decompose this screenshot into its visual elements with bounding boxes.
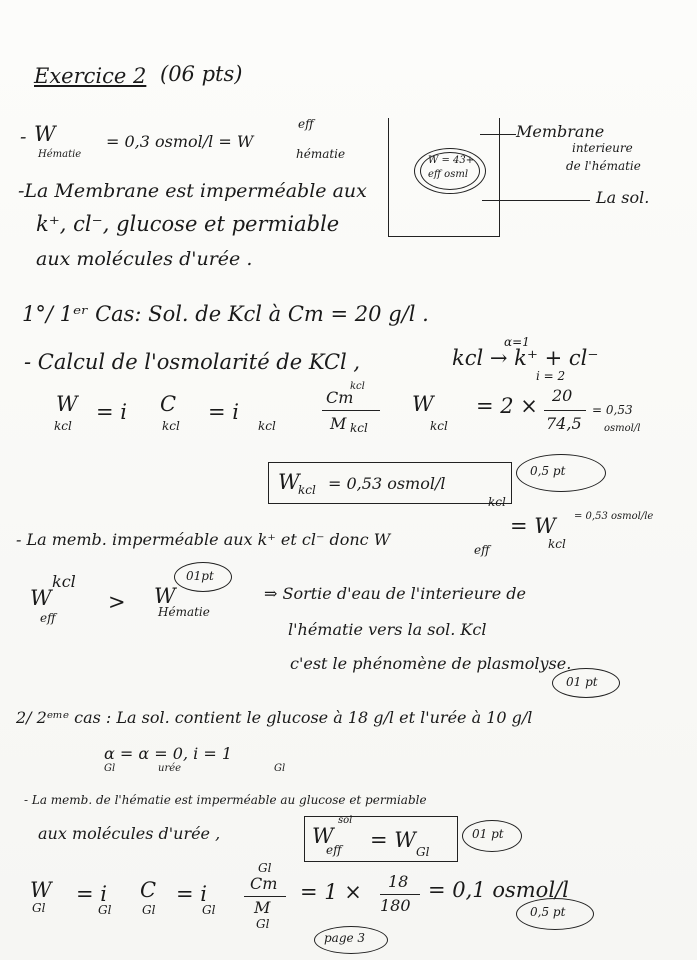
f2-den: 180 xyxy=(380,896,411,915)
intro-w-sub: Hématie xyxy=(38,149,82,160)
intro-line4: aux molécules d'urée . xyxy=(36,248,253,270)
exercise-points: (06 pts) xyxy=(160,62,243,86)
f1-frac-bar2 xyxy=(544,410,586,411)
cell-label-2: eff osml xyxy=(428,169,469,180)
f1-c-sub: kcl xyxy=(162,419,180,433)
f1-i-sub: kcl xyxy=(258,419,276,433)
exercise-title: Exercice 2 xyxy=(34,64,147,88)
page-number: page 3 xyxy=(324,931,366,945)
f1-eq1: = i xyxy=(96,400,127,424)
points-d: 01 pt xyxy=(472,827,504,841)
f2-cm-sup: Gl xyxy=(258,861,272,875)
f2-c: C xyxy=(140,878,157,902)
f2-w: W xyxy=(30,878,52,902)
points-e: 0,5 pt xyxy=(530,905,566,919)
label-membrane: Membrane xyxy=(516,122,605,141)
case2-alpha: α = α = 0, i = 1 xyxy=(104,744,232,763)
case1-alpha: α=1 xyxy=(504,335,530,349)
f2-c-sub: Gl xyxy=(142,903,156,917)
f1-eq3: = 2 × xyxy=(476,394,538,418)
case1-memb-sup: kcl xyxy=(488,495,506,509)
arrow-sol xyxy=(482,200,590,201)
case1-memb-sub: eff xyxy=(474,543,490,557)
intro-line2: -La Membrane est imperméable aux xyxy=(18,180,367,202)
points-c: 01 pt xyxy=(566,675,598,689)
f2-cm: Cm xyxy=(250,874,278,893)
f2-i-sub: Gl xyxy=(98,903,112,917)
f1-w2-sub: kcl xyxy=(430,419,448,433)
box-w-sub: kcl xyxy=(298,483,316,497)
label-hematie: de l'hématie xyxy=(566,159,641,173)
f1-cm-sup: kcl xyxy=(350,381,365,392)
f1-w: W xyxy=(56,392,78,416)
f2-num: 18 xyxy=(388,872,409,891)
f1-c: C xyxy=(160,392,177,416)
case1-dissoc: kcl → k⁺ + cl⁻ xyxy=(452,346,599,370)
comp-sub2: Hématie xyxy=(158,605,210,619)
f1-den: 74,5 xyxy=(546,414,582,433)
f1-result: = 0,53 xyxy=(592,403,633,417)
f2-M-sub: Gl xyxy=(256,917,270,931)
intro-hematie-sub: hématie xyxy=(296,147,346,161)
case1-memb: - La memb. imperméable aux k⁺ et cl⁻ donc W xyxy=(16,530,391,549)
case1-calc: - Calcul de l'osmolarité de KCl , xyxy=(24,350,361,374)
intro-line3: k⁺, cl⁻, glucose et permiable xyxy=(36,212,340,236)
case1-i: i = 2 xyxy=(536,369,566,383)
case2-memb1: - La memb. de l'hématie est imperméable au glucose et permiable xyxy=(24,793,427,807)
f1-w-sub: kcl xyxy=(54,419,72,433)
label-interieure: interieure xyxy=(572,141,633,155)
comp-w: W xyxy=(30,586,52,610)
case2-heading: 2/ 2ᵉᵐᵉ cas : La sol. contient le glucose à 18 g/l et l'urée à 10 g/l xyxy=(16,708,533,727)
f2-eq2: = i xyxy=(176,882,207,906)
case1-heading: 1°/ 1ᵉʳ Cas: Sol. de Kcl à Cm = 20 g/l . xyxy=(22,302,429,326)
conclusion-3: c'est le phénomène de plasmolyse. xyxy=(290,654,572,673)
f2-eq1: = i xyxy=(76,882,107,906)
case2-alpha-sub1: Gl xyxy=(104,763,116,774)
case1-memb-eq: = W xyxy=(510,514,556,538)
comp-w2: W xyxy=(154,584,176,608)
box2-sub2: Gl xyxy=(416,845,430,859)
comp-gt: > xyxy=(108,590,126,614)
arrow-membrane xyxy=(480,134,516,135)
f1-num: 20 xyxy=(552,386,573,405)
case2-alpha-sub2: urée xyxy=(158,763,182,774)
case1-memb-val: = 0,53 osmol/le xyxy=(574,511,654,522)
intro-w: W xyxy=(34,122,56,146)
box2-eq: = W xyxy=(370,828,416,852)
box2-w: W xyxy=(312,824,334,848)
box-w: W xyxy=(278,470,300,494)
label-sol: La sol. xyxy=(596,188,650,207)
f1-eq2: = i xyxy=(208,400,239,424)
f1-unit: osmol/l xyxy=(604,423,641,434)
f2-M: M xyxy=(254,898,271,917)
box2-sup: sol xyxy=(338,815,353,826)
intro-dash: - xyxy=(20,126,27,148)
comp-sub: eff xyxy=(40,611,56,625)
conclusion-2: l'hématie vers la sol. Kcl xyxy=(288,620,487,639)
f1-frac-bar xyxy=(322,410,380,411)
case2-alpha-sub3: Gl xyxy=(274,763,286,774)
f1-cm: Cm xyxy=(326,388,354,407)
intro-eq: = 0,3 osmol/l = W xyxy=(106,132,254,151)
f2-w-sub: Gl xyxy=(32,901,46,915)
f1-M: M xyxy=(330,414,347,433)
points-b: 01pt xyxy=(186,569,214,583)
intro-eff-sup: eff xyxy=(298,117,314,131)
f1-w2: W xyxy=(412,392,434,416)
cell-label-1: W = 43+ xyxy=(428,155,475,166)
f1-M-sub: kcl xyxy=(350,421,368,435)
case1-memb-sub2: kcl xyxy=(548,537,566,551)
comp-sup: kcl xyxy=(52,572,76,591)
box-val: = 0,53 osmol/l xyxy=(328,474,446,493)
conclusion-1: ⇒ Sortie d'eau de l'interieure de xyxy=(264,584,526,603)
points-a: 0,5 pt xyxy=(530,464,566,478)
box2-sub: eff xyxy=(326,843,342,857)
f2-eq3: = 1 × xyxy=(300,880,362,904)
f2-result: = 0,1 osmol/l xyxy=(428,878,569,902)
case2-memb2: aux molécules d'urée , xyxy=(38,824,221,843)
f2-i2-sub: Gl xyxy=(202,903,216,917)
